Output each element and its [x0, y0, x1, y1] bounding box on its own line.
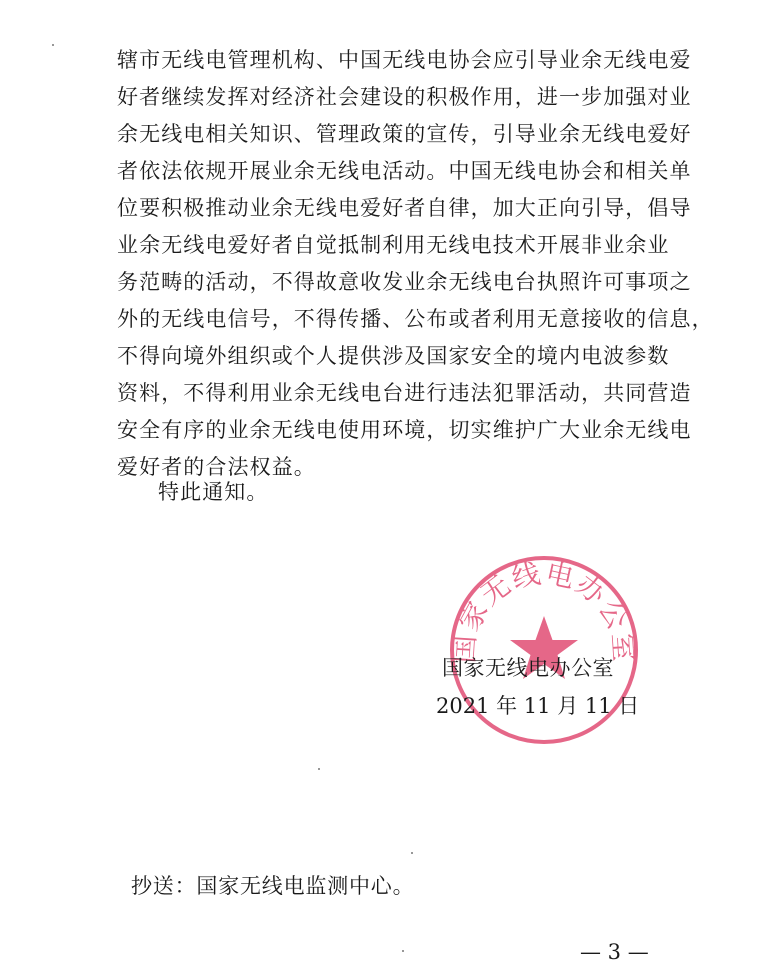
- body-line: 爱好者的合法权益。: [117, 455, 316, 479]
- scan-speck: [402, 950, 404, 952]
- issuer-name: 国家无线电办公室: [442, 656, 614, 680]
- closing-statement: 特此通知。: [158, 480, 269, 504]
- body-line: 位要积极推动业余无线电爱好者自律，加大正向引导，倡导: [117, 196, 692, 220]
- body-line: 外的无线电信号，不得传播、公布或者利用无意接收的信息，: [117, 307, 714, 331]
- body-line: 余无线电相关知识、管理政策的宣传，引导业余无线电爱好: [117, 122, 692, 146]
- body-line: 辖市无线电管理机构、中国无线电协会应引导业余无线电爱: [117, 48, 692, 72]
- issue-date: 2021 年 11 月 11 日: [436, 694, 640, 718]
- scan-speck: [52, 44, 54, 46]
- cc-line: 抄送：国家无线电监测中心。: [131, 874, 415, 898]
- scan-speck: [411, 852, 413, 854]
- body-line: 好者继续发挥对经济社会建设的积极作用，进一步加强对业: [117, 85, 692, 109]
- body-line: 业余无线电爱好者自觉抵制利用无线电技术开展非业余业: [117, 233, 670, 257]
- scan-speck: [318, 768, 320, 770]
- body-paragraph: [117, 42, 714, 486]
- body-line: 安全有序的业余无线电使用环境，切实维护广大业余无线电: [117, 418, 692, 442]
- body-line: 务范畴的活动，不得故意收发业余无线电台执照许可事项之: [117, 270, 692, 294]
- seal-text: 国家无线电办公室: [447, 556, 641, 665]
- body-line: 不得向境外组织或个人提供涉及国家安全的境内电波参数: [117, 344, 670, 368]
- page-number: — 3 —: [580, 940, 649, 964]
- body-line: 者依法依规开展业余无线电活动。中国无线电协会和相关单: [117, 159, 692, 183]
- body-line: 资料，不得利用业余无线电台进行违法犯罪活动，共同营造: [117, 381, 692, 405]
